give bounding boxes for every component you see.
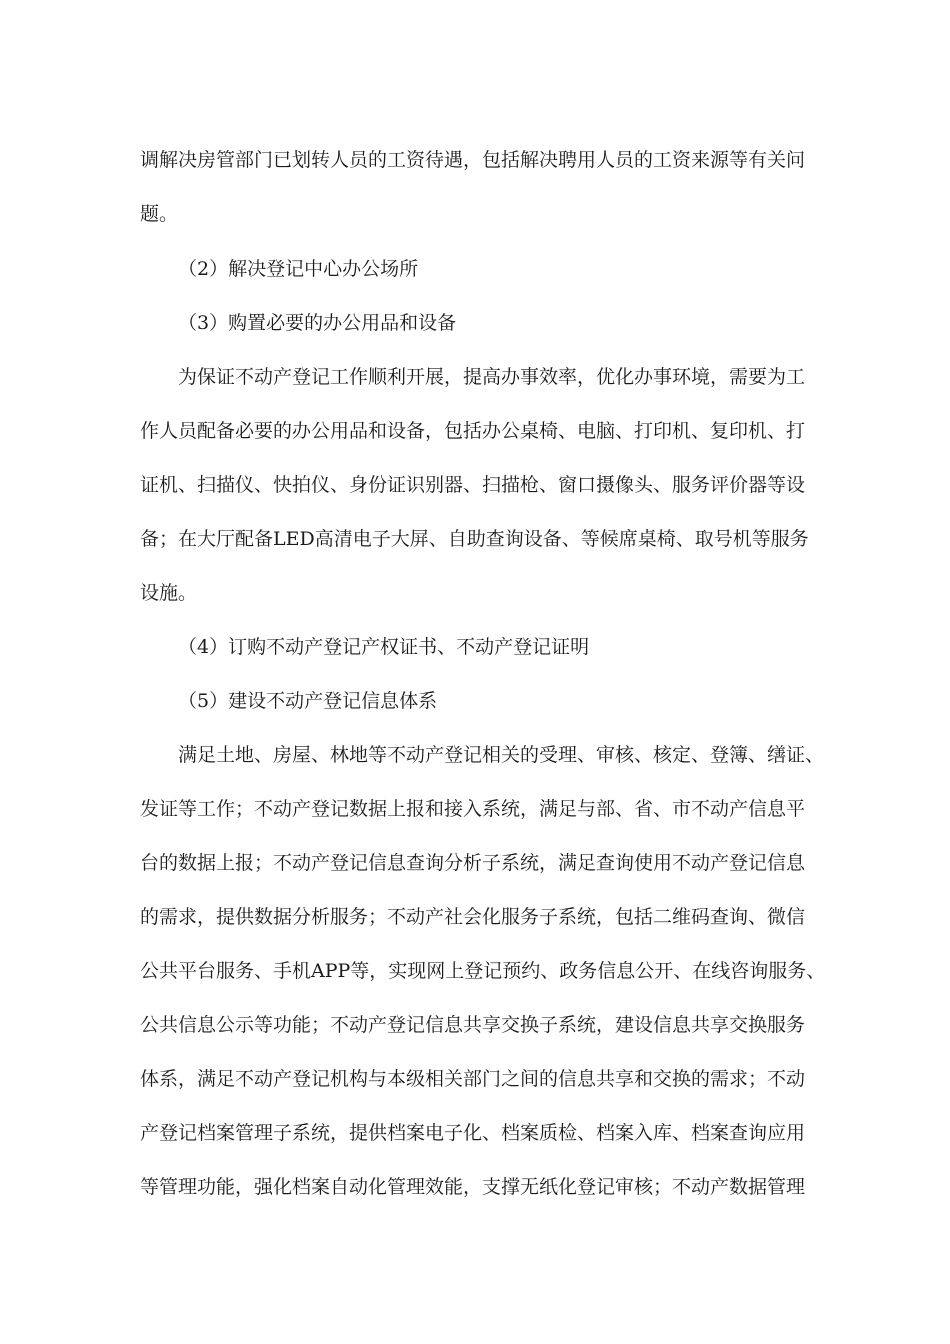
section-heading: （3）购置必要的办公用品和设备 <box>178 312 457 334</box>
paragraph-line: 等管理功能，强化档案自动化管理效能，支撑无纸化登记审核；不动产数据管理 <box>140 1176 806 1198</box>
paragraph-line: 发证等工作；不动产登记数据上报和接入系统，满足与部、省、市不动产信息平 <box>140 798 806 820</box>
section-heading: （4）订购不动产登记产权证书、不动产登记证明 <box>178 636 590 658</box>
paragraph-line: 公共平台服务、手机APP等，实现网上登记预约、政务信息公开、在线咨询服务、 <box>140 960 826 982</box>
paragraph-line: 体系，满足不动产登记机构与本级相关部门之间的信息共享和交换的需求；不动 <box>140 1068 806 1090</box>
paragraph-line: 公共信息公示等功能；不动产登记信息共享交换子系统，建设信息共享交换服务 <box>140 1014 806 1036</box>
paragraph-line: 证机、扫描仪、快拍仪、身份证识别器、扫描枪、窗口摄像头、服务评价器等设 <box>140 474 806 496</box>
section-heading: （2）解决登记中心办公场所 <box>178 258 419 280</box>
paragraph-line: 满足土地、房屋、林地等不动产登记相关的受理、审核、核定、登簿、缮证、 <box>178 744 825 766</box>
paragraph-line: 调解决房管部门已划转人员的工资待遇，包括解决聘用人员的工资来源等有关问 <box>140 149 806 171</box>
paragraph-line: 作人员配备必要的办公用品和设备，包括办公桌椅、电脑、打印机、复印机、打 <box>140 420 806 442</box>
paragraph-line: 为保证不动产登记工作顺利开展，提高办事效率，优化办事环境，需要为工 <box>178 366 806 388</box>
paragraph-line: 台的数据上报；不动产登记信息查询分析子系统，满足查询使用不动产登记信息 <box>140 852 806 874</box>
paragraph-line: 产登记档案管理子系统，提供档案电子化、档案质检、档案入库、档案查询应用 <box>140 1122 806 1144</box>
paragraph-line: 题。 <box>140 203 179 225</box>
paragraph-line: 的需求，提供数据分析服务；不动产社会化服务子系统，包括二维码查询、微信 <box>140 906 806 928</box>
paragraph-line: 备；在大厅配备LED高清电子大屏、自助查询设备、等候席桌椅、取号机等服务 <box>140 528 809 550</box>
paragraph-line: 设施。 <box>140 582 198 604</box>
section-heading: （5）建设不动产登记信息体系 <box>178 690 438 712</box>
